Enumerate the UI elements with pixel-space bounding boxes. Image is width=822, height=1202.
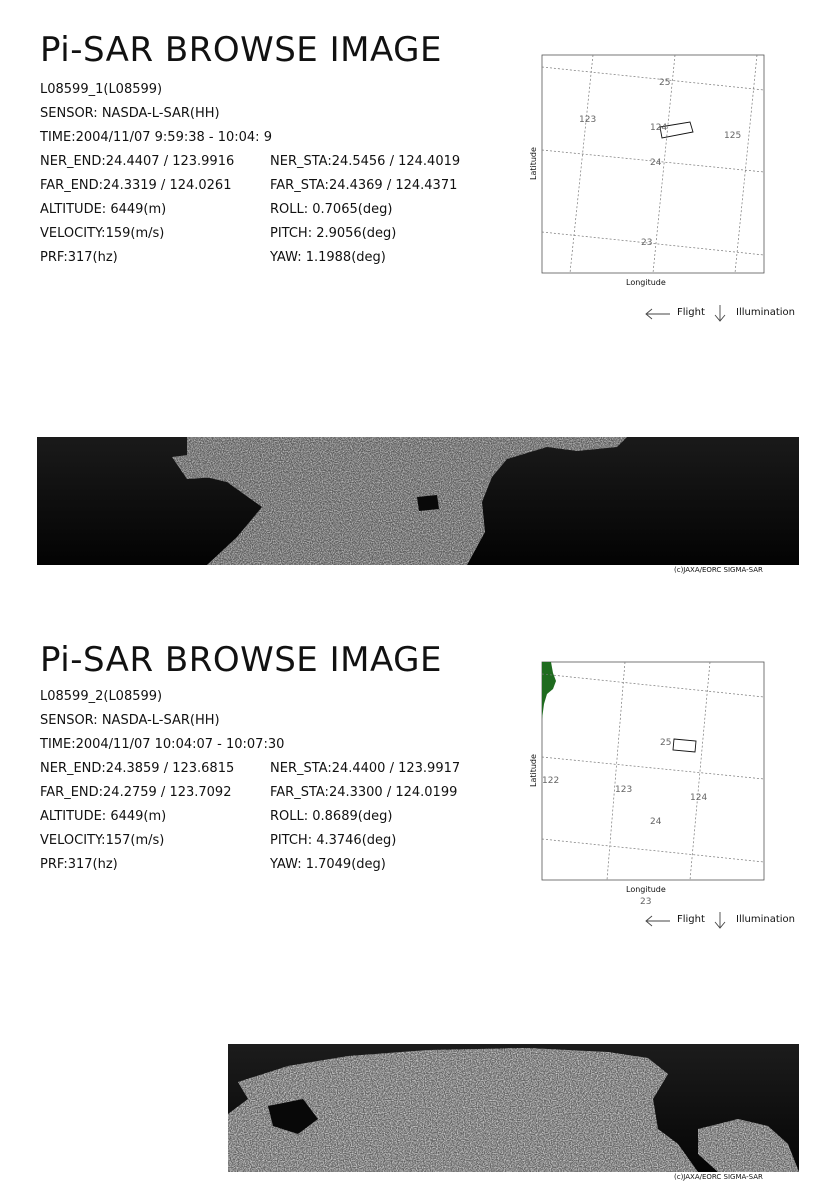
map-y-axis-label: Latitude bbox=[529, 754, 538, 787]
time-range: TIME:2004/11/07 10:04:07 - 10:07:30 bbox=[40, 737, 285, 752]
prf: PRF:317(hz) bbox=[40, 857, 118, 872]
map-label: 25 bbox=[659, 78, 671, 88]
copyright: (c)JAXA/EORC SIGMA-SAR bbox=[674, 566, 763, 574]
map-label: 24 bbox=[650, 158, 662, 168]
map-label: 123 bbox=[615, 785, 633, 795]
browse-section-2 bbox=[0, 607, 822, 1202]
sar-browse-image bbox=[37, 437, 799, 565]
ner-end: NER_END:24.3859 / 123.6815 bbox=[40, 761, 235, 776]
yaw: YAW: 1.7049(deg) bbox=[270, 857, 386, 872]
flight-label: Flight bbox=[677, 914, 705, 925]
ner-sta: NER_STA:24.4400 / 123.9917 bbox=[270, 761, 461, 776]
map-label: 124 bbox=[690, 793, 708, 803]
scene-id: L08599_2(L08599) bbox=[40, 689, 163, 704]
far-end: FAR_END:24.3319 / 124.0261 bbox=[40, 178, 232, 193]
illumination-label: Illumination bbox=[736, 914, 795, 925]
direction-legend bbox=[640, 909, 810, 931]
yaw: YAW: 1.1988(deg) bbox=[270, 250, 386, 265]
far-sta: FAR_STA:24.4369 / 124.4371 bbox=[270, 178, 458, 193]
velocity: VELOCITY:157(m/s) bbox=[40, 833, 165, 848]
altitude: ALTITUDE: 6449(m) bbox=[40, 202, 167, 217]
direction-legend bbox=[640, 302, 810, 324]
ner-end: NER_END:24.4407 / 123.9916 bbox=[40, 154, 235, 169]
map-y-axis-label: Latitude bbox=[529, 147, 538, 180]
velocity: VELOCITY:159(m/s) bbox=[40, 226, 165, 241]
prf: PRF:317(hz) bbox=[40, 250, 118, 265]
pitch: PITCH: 2.9056(deg) bbox=[270, 226, 397, 241]
altitude: ALTITUDE: 6449(m) bbox=[40, 809, 167, 824]
pitch: PITCH: 4.3746(deg) bbox=[270, 833, 397, 848]
map-label: 23 bbox=[640, 897, 652, 907]
map-label: 25 bbox=[660, 738, 672, 748]
map-label: 24 bbox=[650, 817, 662, 827]
map-x-axis-label: Longitude bbox=[626, 278, 666, 287]
copyright: (c)JAXA/EORC SIGMA-SAR bbox=[674, 1173, 763, 1181]
sensor: SENSOR: NASDA-L-SAR(HH) bbox=[40, 713, 220, 728]
map-label: 23 bbox=[641, 238, 653, 248]
scene-id: L08599_1(L08599) bbox=[40, 82, 163, 97]
location-map bbox=[525, 52, 770, 287]
map-label: 123 bbox=[579, 115, 597, 125]
sar-browse-image bbox=[228, 1044, 799, 1172]
roll: ROLL: 0.7065(deg) bbox=[270, 202, 393, 217]
time-range: TIME:2004/11/07 9:59:38 - 10:04: 9 bbox=[40, 130, 272, 145]
map-x-axis-label: Longitude bbox=[626, 885, 666, 894]
browse-section-1 bbox=[0, 0, 822, 595]
map-label: 122 bbox=[542, 776, 560, 786]
inland-lake bbox=[417, 495, 439, 511]
map-label: 125 bbox=[724, 131, 742, 141]
map-frame bbox=[542, 662, 764, 880]
flight-label: Flight bbox=[677, 307, 705, 318]
far-sta: FAR_STA:24.3300 / 124.0199 bbox=[270, 785, 458, 800]
page-title: Pi-SAR BROWSE IMAGE bbox=[40, 640, 442, 680]
illumination-label: Illumination bbox=[736, 307, 795, 318]
roll: ROLL: 0.8689(deg) bbox=[270, 809, 393, 824]
sensor: SENSOR: NASDA-L-SAR(HH) bbox=[40, 106, 220, 121]
ner-sta: NER_STA:24.5456 / 124.4019 bbox=[270, 154, 461, 169]
far-end: FAR_END:24.2759 / 123.7092 bbox=[40, 785, 232, 800]
location-map bbox=[525, 659, 770, 907]
map-label: 124 bbox=[650, 123, 668, 133]
page-title: Pi-SAR BROWSE IMAGE bbox=[40, 30, 442, 70]
